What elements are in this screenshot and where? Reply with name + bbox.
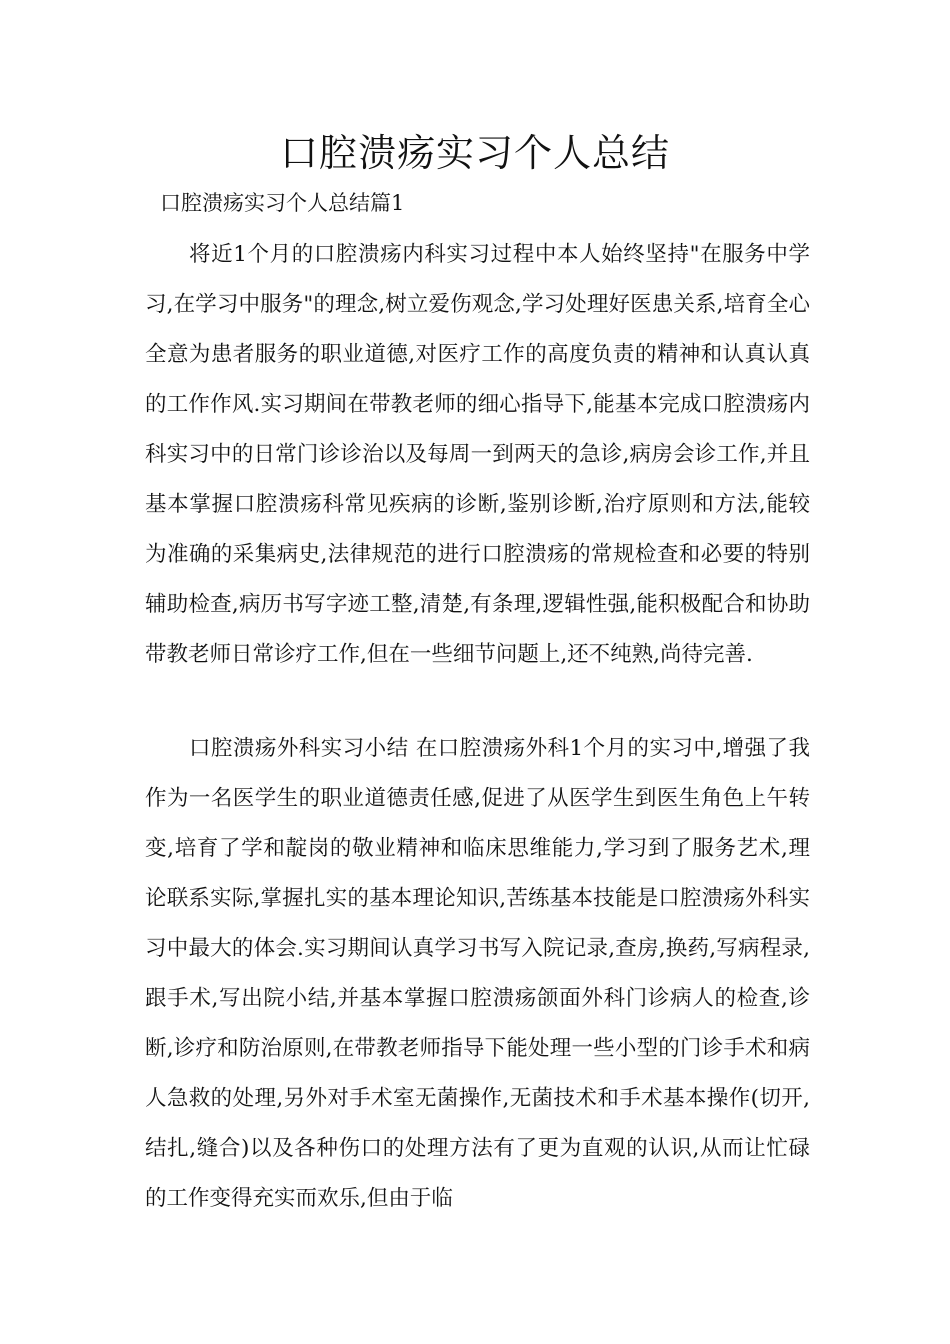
paragraph-internal-medicine: 将近1个月的口腔溃疡内科实习过程中本人始终坚持"在服务中学习,在学习中服务"的理念,树立爱伤观念,学习处理好医患关系,培育全心全意为患者服务的职业道德,对医疗工作的高度负责的精神和认真认真的工作作风.实习期间在带教老师的细心指导下,能基本完成口腔溃疡内科实习中的日常门诊诊治以及每周一到两天的急诊,病房会诊工作,并且基本掌握口腔溃疡科常见疾病的诊断,鉴别诊断,治疗原则和方法,能较为准确的采集病史,法律规范的进行口腔溃疡的常规检查和必要的特别辅助检查,病历书写字迹工整,清楚,有条理,逻辑性强,能积极配合和协助带教老师日常诊疗工作,但在一些细节问题上,还不纯熟,尚待完善. (145, 242, 810, 667)
document-title: 口腔溃疡实习个人总结 (279, 131, 670, 175)
section-heading: 口腔溃疡实习个人总结篇1 (160, 191, 405, 215)
paragraph-surgery: 口腔溃疡外科实习小结 在口腔溃疡外科1个月的实习中,增强了我作为一名医学生的职业道德责任感,促进了从医学生到医生角色上午转变,培育了学和靛岗的敬业精神和临床思维能力,学习到了服务艺术,理论联系实际,掌握扎实的基本理论知识,苦练基本技能是口腔溃疡外科实习中最大的体会.实习期间认真学习书写入院记录,查房,换药,写病程录,跟手术,写出院小结,并基本掌握口腔溃疡颌面外科门诊病人的检查,诊断,诊疗和防治原则,在带教老师指导下能处理一些小型的门诊手术和病人急救的处理,另外对手术室无菌操作,无菌技术和手术基本操作(切开,结扎,缝合)以及各种伤口的处理方法有了更为直观的认识,从而让忙碌的工作变得充实而欢乐,但由于临 (145, 736, 810, 1211)
